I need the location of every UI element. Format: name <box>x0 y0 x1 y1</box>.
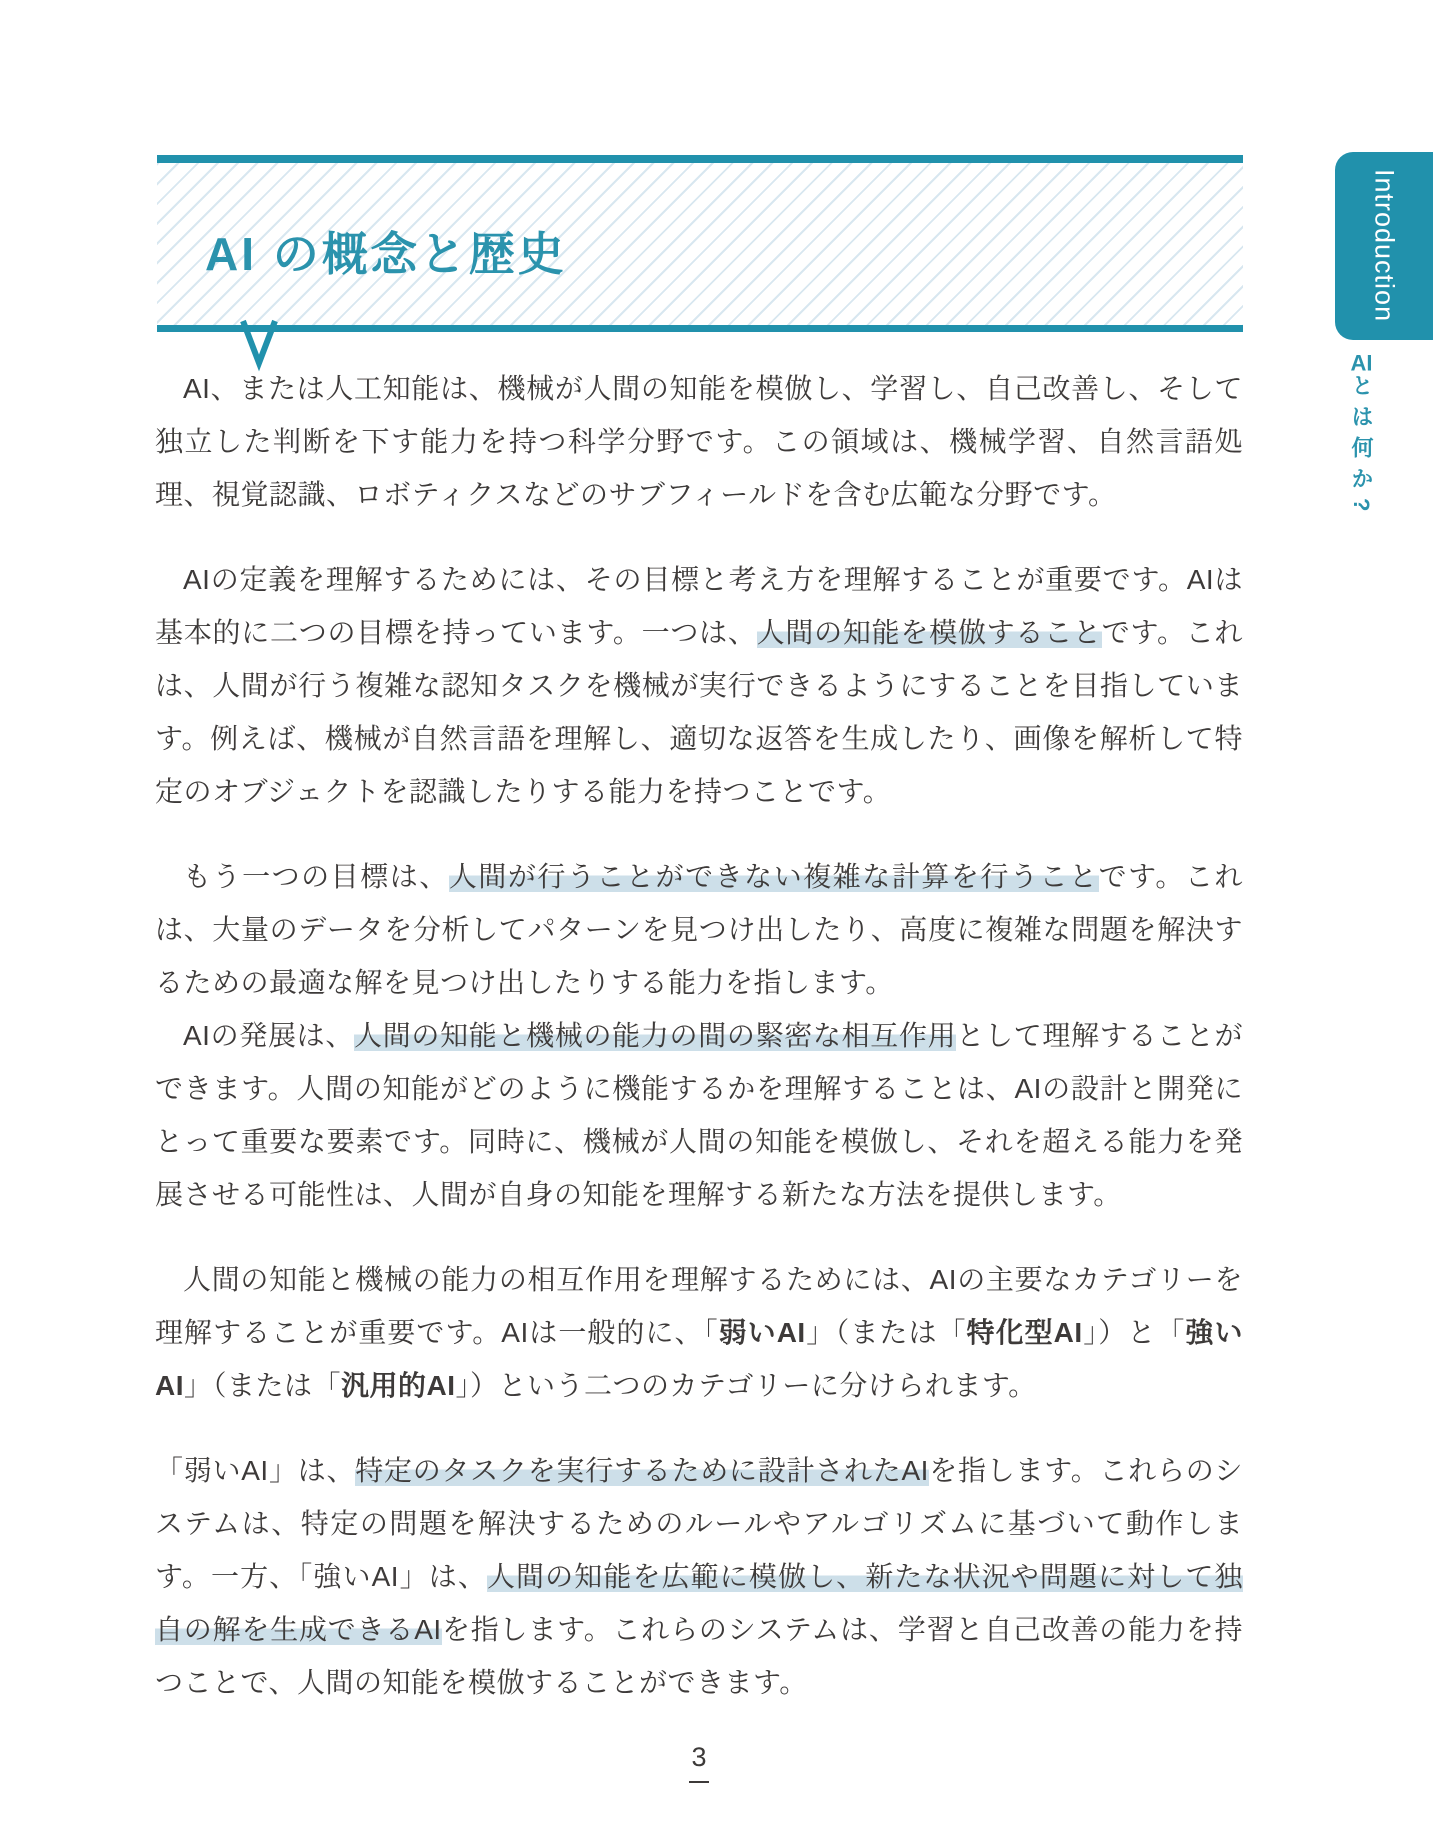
text-segment: として理解することができます。人間の知能がどのように機能するかを理解することは、AIの設計と開発にとって重要な要素です。同時に、機械が人間の知能を模倣し、それを超える能力を発展させる可能性は、人間が自身の知能を理解する新たな方法を提供します。 <box>155 1020 1243 1210</box>
text-segment: です。これは、大量のデータを分析してパターンを見つけ出したり、高度に複雑な問題を解決するための最適な解を見つけ出したりする能力を指します。 <box>155 861 1243 998</box>
text-segment: AIの発展は、 <box>183 1020 355 1051</box>
text-segment: を指します。これらのシステムは、学習と自己改善の能力を持つことで、人間の知能を模倣することができます。 <box>155 1614 1243 1698</box>
highlighted-text: 人間の知能と機械の能力の間の緊密な相互作用 <box>354 1020 957 1051</box>
bold-term: 特化型AI <box>966 1317 1083 1348</box>
text-segment: 人間の知能と機械の能力の相互作用を理解するためには、AIの主要なカテゴリーを理解することが重要です。AIは一般的に、「 <box>155 1264 1243 1348</box>
text-segment: 」）と「 <box>1082 1317 1186 1348</box>
header-top-rule <box>157 155 1243 163</box>
highlighted-text: 人間の知能を広範に模倣し、新たな状況や問題に対して独自の解を生成できるAI <box>155 1561 1244 1645</box>
highlighted-text: 特定のタスクを実行するために設計されたAI <box>355 1455 929 1486</box>
tab-introduction <box>1335 152 1433 340</box>
text-segment: 」（または「 <box>184 1370 342 1401</box>
highlighted-text: 人間の知能を模倣すること <box>756 617 1102 648</box>
paragraph <box>155 553 1243 818</box>
text-segment: もう一つの目標は、 <box>183 861 449 892</box>
paragraph <box>155 362 1243 521</box>
v-notch-icon <box>239 321 279 367</box>
section-label-part: AI <box>1350 352 1373 374</box>
text-segment: 」（または「 <box>805 1317 967 1348</box>
highlighted-text: 人間が行うことができない複雑な計算を行うこと <box>448 861 1099 892</box>
bold-term: 強いAI <box>155 1317 1243 1401</box>
text-segment: です。これは、人間が行う複雑な認知タスクを機械が実行できるようにすることを目指しています。例えば、機械が自然言語を理解し、適切な返答を生成したり、画像を解析して特定のオブジェクトを認識したりする能力を持つことです。 <box>155 617 1244 807</box>
section-label-vertical <box>1338 352 1384 772</box>
text-segment: AI、または人工知能は、機械が人間の知能を模倣し、学習し、自己改善し、そして独立した判断を下す能力を持つ科学分野です。この領域は、機械学習、自然言語処理、視覚認識、ロボティクスなどのサブフィールドを含む広範な分野です。 <box>155 373 1243 510</box>
chapter-title: AI の概念と歴史 <box>205 228 567 280</box>
section-label-part: とは何か? <box>1349 374 1374 521</box>
text-segment: 」）という二つのカテゴリーに分けられます。 <box>455 1370 1037 1401</box>
paragraph <box>155 1444 1243 1709</box>
chapter-header <box>157 155 1243 332</box>
text-segment: を指します。これらのシステムは、特定の問題を解決するためのルールやアルゴリズムに基づいて動作します。一方、「強いAI」は、 <box>155 1455 1243 1592</box>
body-text <box>155 362 1243 1709</box>
stripe-pattern <box>157 163 1243 325</box>
paragraph <box>155 1253 1243 1412</box>
page-number-wrap <box>155 1742 1243 1783</box>
bold-term: 弱いAI <box>718 1317 806 1348</box>
page-number: 3 <box>689 1742 708 1783</box>
text-segment: AIの定義を理解するためには、その目標と考え方を理解することが重要です。AIは基本的に二つの目標を持っています。一つは、 <box>155 564 1243 648</box>
tab-label: Introduction <box>1369 169 1400 323</box>
paragraph <box>155 1009 1243 1221</box>
bold-term: 汎用的AI <box>341 1370 456 1401</box>
text-segment: 「弱いAI」は、 <box>155 1455 356 1486</box>
paragraph <box>155 850 1243 1009</box>
header-bottom-rule <box>157 325 1243 332</box>
